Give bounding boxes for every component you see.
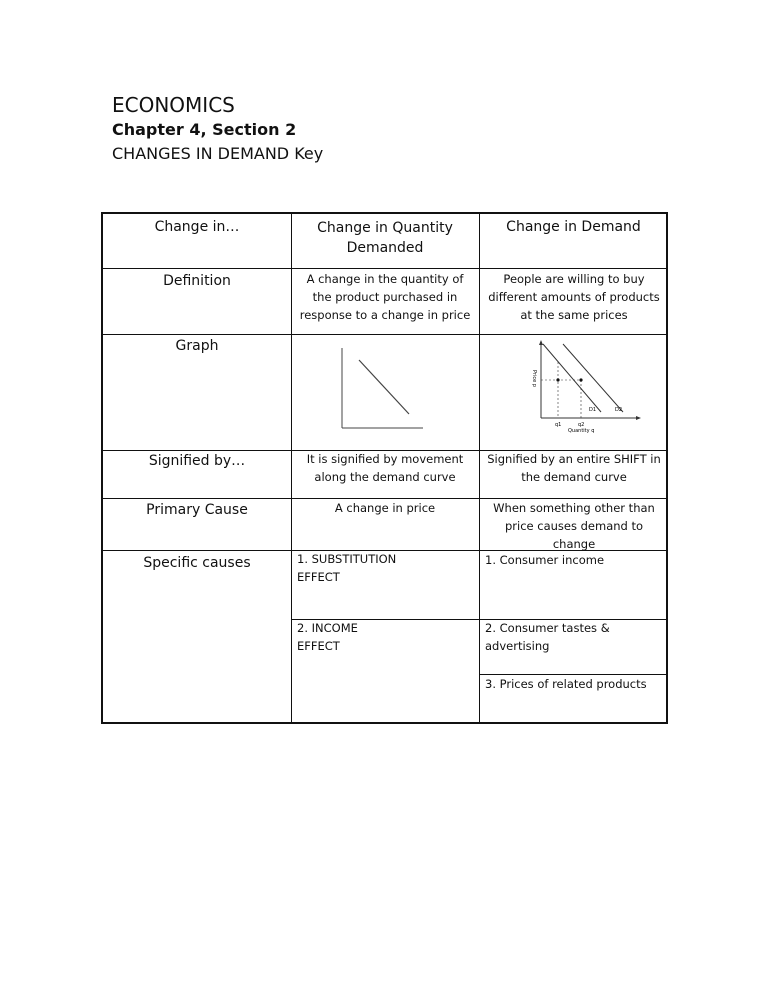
row-label-definition: Definition (163, 273, 231, 289)
document-title: ECONOMICS (112, 93, 235, 117)
specific-cause-related-prices: 3. Prices of related products (485, 677, 647, 691)
y-axis-arrow (539, 340, 543, 345)
y-axis-label: Price p (531, 370, 537, 387)
document-subtitle: CHANGES IN DEMAND Key (112, 144, 324, 163)
point-d2 (579, 378, 582, 381)
col-header-change-in-demand: Change in Demand (506, 219, 641, 235)
specific-cause-substitution-effect: 1. SUBSTITUTION EFFECT (297, 552, 397, 584)
demand-curve (359, 360, 409, 414)
primary-cause-quantity-demanded: A change in price (334, 501, 436, 515)
row-label-specific-causes: Specific causes (143, 555, 251, 571)
definition-quantity-demanded: A change in the quantity of the product purchased in response to a change in price (299, 272, 471, 322)
q1-label: q1 (555, 422, 562, 428)
row-label-primary-cause: Primary Cause (146, 502, 248, 518)
demand-shift-graph (523, 338, 643, 434)
point-d1 (556, 378, 559, 381)
specific-cause-consumer-tastes: 2. Consumer tastes & advertising (485, 621, 610, 653)
definition-change-in-demand: People are willing to buy different amounts of products at the same prices (488, 272, 660, 322)
col-header-change-in: Change in… (154, 219, 240, 235)
specific-cause-income-effect: 2. INCOME EFFECT (297, 621, 358, 653)
d2-label: D2 (615, 407, 623, 413)
demand-comparison-table (101, 212, 668, 724)
x-axis-label: Quantity q (568, 428, 595, 434)
row-divider (103, 450, 291, 451)
row-label-graph: Graph (175, 338, 219, 354)
document-header (112, 92, 323, 166)
movement-along-curve-graph (339, 342, 429, 434)
row-divider (103, 334, 668, 335)
q2-label: q2 (578, 422, 585, 428)
signified-change-in-demand: Signified by an entire SHIFT in the demand curve (487, 452, 661, 484)
signified-quantity-demanded: It is signified by movement along the demand curve (306, 452, 464, 484)
column-divider (479, 214, 480, 724)
column-divider (291, 214, 292, 724)
d1-label: D1 (589, 407, 597, 413)
x-axis-arrow (636, 416, 641, 420)
primary-cause-change-in-demand: When something other than price causes demand to change (493, 501, 655, 551)
row-divider (103, 268, 668, 269)
chapter-heading: Chapter 4, Section 2 (112, 120, 297, 139)
row-label-signified-by: Signified by… (148, 453, 246, 469)
specific-cause-consumer-income: 1. Consumer income (485, 553, 605, 567)
col-header-quantity-demanded: Change in Quantity Demanded (317, 220, 453, 256)
